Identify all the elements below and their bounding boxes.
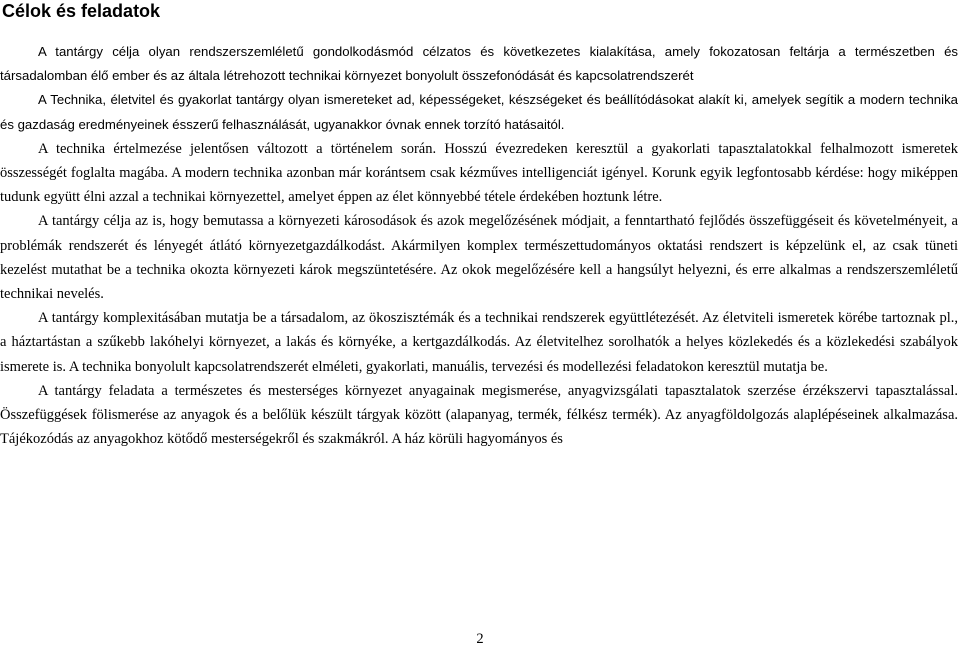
page-number: 2 (476, 631, 484, 647)
paragraph-4: A tantárgy célja az is, hogy bemutassa a környezeti károsodások és azok megelőzésének módjait, a fenntartható fejlődés összefüggéseit és követelményeit, a problémák rendszerét és lényegét átlátó környezetgazdálkodást. Akármilyen komplex természettudományos oktatási rendszert is képzelünk el, az csak tüneti kezelést mutathat be a technika okozta környezeti károk megszüntetésére. Az okok megelőzésére kell a hangsúlyt helyezni, és erre alkalmas a rendszerszemléletű technikai nevelés. (0, 213, 958, 303)
paragraph-1: A tantárgy célja olyan rendszerszemléletű gondolkodásmód célzatos és következetes kialakítása, amely fokozatosan feltárja a természetben és társadalomban élő ember és az általa létrehozott technikai környezet bonyolult összefonódását és kapcsolatrendszerét (0, 44, 958, 84)
section-heading: Célok és feladatok (2, 1, 161, 21)
paragraph-6: A tantárgy feladata a természetes és mesterséges környezet anyagainak megismerése, anyagvizsgálati tapasztalatok szerzése érzékszervi tapasztalással. Összefüggések fölismerése az anyagok és a belőlük készült tárgyak között (alapanyag, termék, félkész termék). Az anyagföldolgozás alaplépéseinek alkalmazása. Tájékozódás az anyagokhoz kötődő mesterségekről és szakmákról. A ház körüli hagyományos és (0, 382, 958, 448)
paragraph-3: A technika értelmezése jelentősen változott a történelem során. Hosszú évezredeken keresztül a gyakorlati tapasztalatokkal felhalmozott ismeretek összességét foglalta magába. A modern technika azonban már korántsem csak kézműves intelligenciát igényel. Korunk egyik legfontosabb kérdése: hogy miképpen tudunk együtt élni azzal a technikai környezettel, amelyet éppen az élet könnyebbé tétele érdekében hoztunk létre. (0, 140, 958, 206)
paragraph-2: A Technika, életvitel és gyakorlat tantárgy olyan ismereteket ad, képességeket, készségeket és beállítódásokat alakít ki, amelyek segítik a modern technika és gazdaság eredményeinek ésszerű felhasználását, ugyanakkor óvnak ennek torzító hatásaitól. (0, 92, 958, 132)
document-body (0, 40, 958, 451)
paragraph-5: A tantárgy komplexitásában mutatja be a társadalom, az ökoszisztémák és a technikai rendszerek együttlétezését. Az életviteli ismeretek körébe tartoznak pl., a háztartástan a szűkebb lakóhelyi környezet, a lakás és környéke, a kertgazdálkodás. Az életvitelhez sorolhatók a helyes közlekedés és a közlekedési szabályok ismerete is. A technika bonyolult kapcsolatrendszerét elméleti, gyakorlati, manuális, tervezési és modellezési feladatokon keresztül mutatja be. (0, 310, 958, 375)
